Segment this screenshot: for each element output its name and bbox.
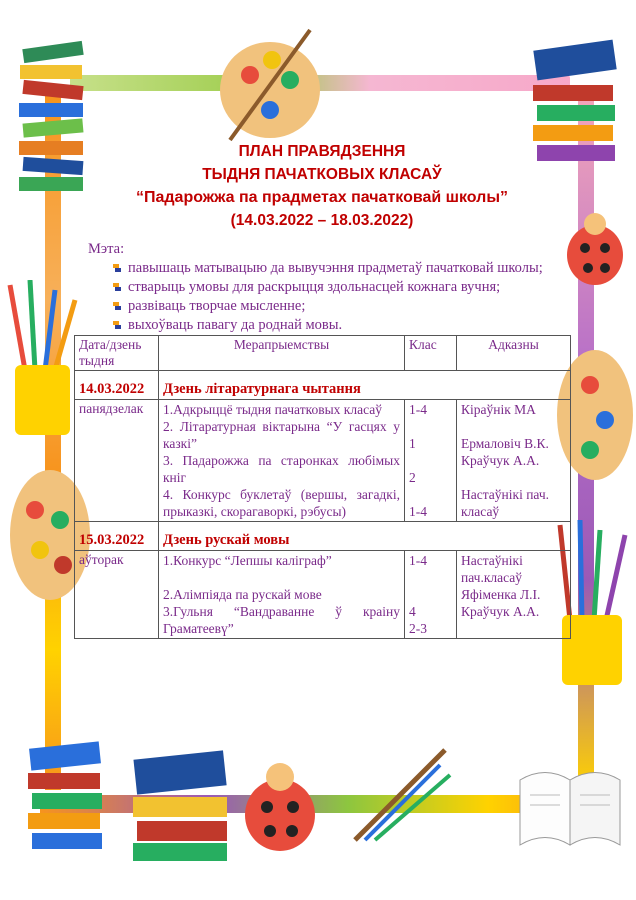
responsible-cell bbox=[457, 400, 571, 522]
title-line-4: (14.03.2022 – 18.03.2022) bbox=[230, 212, 414, 229]
page-title bbox=[74, 140, 570, 232]
responsible-value: Кіраўнік МА bbox=[461, 402, 536, 417]
list-item bbox=[112, 297, 570, 316]
list-item bbox=[112, 316, 570, 335]
activities-cell bbox=[159, 551, 405, 639]
class-value: 2-3 bbox=[409, 621, 427, 636]
activity-item: 4. Конкурс буклетаў (вершы, загадкі, прыказкі, скорагаворкі, рэбусы) bbox=[163, 487, 400, 519]
responsible-value: Краўчук А.А. bbox=[461, 604, 540, 619]
header-class: Клас bbox=[405, 336, 457, 371]
class-cell bbox=[405, 551, 457, 639]
book-stack-icon bbox=[20, 735, 110, 855]
goal-item-text: стварыць умовы для раскрыцця здольнасцей кожнага вучня; bbox=[128, 279, 501, 295]
activity-item: 3.Гульня “Вандраванне ў краіну Граматеевү” bbox=[163, 604, 400, 636]
book-stack-icon bbox=[125, 745, 235, 865]
pencil-cup-icon bbox=[0, 280, 85, 440]
activity-item: 3. Падарожжа па старонках любімых кніг bbox=[163, 453, 400, 485]
arrow-bullet-icon bbox=[112, 319, 123, 330]
weekday: аўторак bbox=[75, 551, 159, 639]
class-value: 1-4 bbox=[409, 402, 427, 417]
arrow-bullet-icon bbox=[112, 300, 123, 311]
table-header-row bbox=[75, 336, 571, 371]
brush-icon bbox=[345, 740, 455, 850]
responsible-value: Настаўнікі пач.класаў bbox=[461, 553, 523, 585]
activities-cell bbox=[159, 400, 405, 522]
ladybug-icon bbox=[560, 210, 630, 290]
goal-section bbox=[74, 240, 570, 335]
goal-label: Мэта: bbox=[88, 241, 125, 257]
header-date: Дата/дзень тыдня bbox=[75, 336, 159, 371]
responsible-cell bbox=[457, 551, 571, 639]
class-cell bbox=[405, 400, 457, 522]
day-date: 14.03.2022 bbox=[75, 371, 159, 400]
day-theme: Дзень рускай мовы bbox=[159, 522, 571, 551]
responsible-value: Ермаловіч В.К. bbox=[461, 436, 549, 451]
ladybug-icon bbox=[235, 755, 325, 855]
goal-item-text: выхоўваць павагу да роднай мовы. bbox=[128, 317, 343, 333]
weekday: панядзелак bbox=[75, 400, 159, 522]
class-value: 1-4 bbox=[409, 553, 427, 568]
day-date: 15.03.2022 bbox=[75, 522, 159, 551]
class-value: 1 bbox=[409, 436, 416, 451]
palette-icon bbox=[210, 20, 330, 150]
header-events: Мерапрыемствы bbox=[159, 336, 405, 371]
schedule-table bbox=[74, 335, 571, 639]
goal-list bbox=[74, 259, 570, 335]
activity-item: 2.Алімпіяда па рускай мове bbox=[163, 587, 322, 602]
title-line-2: ТЫДНЯ ПАЧАТКОВЫХ КЛАСАЎ bbox=[202, 166, 442, 183]
title-line-1: ПЛАН ПРАВЯДЗЕННЯ bbox=[238, 143, 406, 160]
activity-item: 2. Літаратурная віктарына “У гасцях у казкі” bbox=[163, 419, 400, 451]
table-row bbox=[75, 551, 571, 639]
responsible-value: Яфіменка Л.І. bbox=[461, 587, 541, 602]
day-theme: Дзень літаратурнага чытання bbox=[159, 371, 571, 400]
open-book-icon bbox=[515, 750, 625, 850]
frame-left bbox=[45, 90, 61, 790]
goal-item-text: павышаць матывацыю да вывучэння прадметаў пачатковай школы; bbox=[128, 260, 543, 276]
goal-item-text: развіваць творчае мысленне; bbox=[128, 298, 306, 314]
table-row bbox=[75, 371, 571, 400]
title-line-3: “Падарожжа па прадметах пачатковай школы” bbox=[135, 189, 508, 206]
responsible-value: Настаўнікі пач. класаў bbox=[461, 487, 550, 519]
class-value: 1-4 bbox=[409, 504, 427, 519]
responsible-value: Краўчук А.А. bbox=[461, 453, 540, 468]
header-responsible: Адказны bbox=[457, 336, 571, 371]
activity-item: 1.Конкурс “Лепшы каліграф” bbox=[163, 553, 332, 568]
class-value: 2 bbox=[409, 470, 416, 485]
activity-item: 1.Адкрыццё тыдня пачатковых класаў bbox=[163, 402, 382, 417]
table-row bbox=[75, 400, 571, 522]
list-item bbox=[112, 278, 570, 297]
arrow-bullet-icon bbox=[112, 262, 123, 273]
arrow-bullet-icon bbox=[112, 281, 123, 292]
document-content bbox=[74, 140, 570, 639]
list-item bbox=[112, 259, 570, 278]
class-value: 4 bbox=[409, 604, 416, 619]
table-row bbox=[75, 522, 571, 551]
